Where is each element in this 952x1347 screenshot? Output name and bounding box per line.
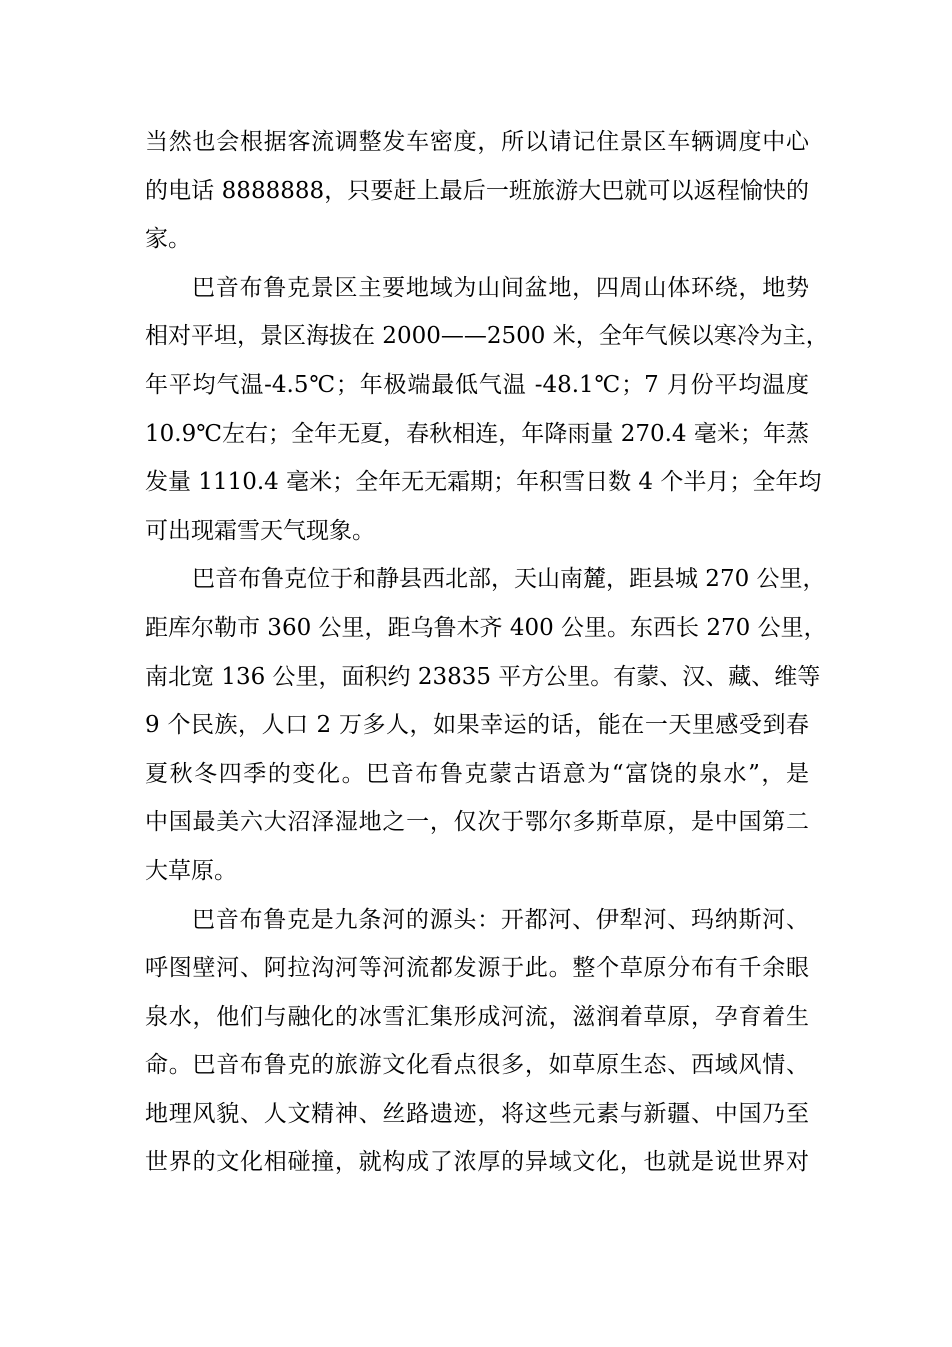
paragraph-geography bbox=[145, 555, 827, 895]
text-line: 呼图壁河、阿拉沟河等河流都发源于此。整个草原分布有千余眼 bbox=[145, 955, 809, 982]
text-line: 的电话 8888888，只要赶上最后一班旅游大巴就可以返程愉快的 bbox=[145, 177, 809, 204]
text-line: 10.9℃左右；全年无夏，春秋相连，年降雨量 270.4 毫米；年蒸 bbox=[145, 420, 809, 447]
text-line: 可出现霜雪天气现象。 bbox=[145, 517, 375, 544]
text-line: 发量 1110.4 毫米；全年无无霜期；年积雪日数 4 个半月；全年均 bbox=[145, 469, 822, 496]
text-line: 巴音布鲁克景区主要地域为山间盆地，四周山体环绕，地势 bbox=[192, 274, 809, 301]
body-text bbox=[145, 118, 829, 1187]
text-line: 9 个民族，人口 2 万多人，如果幸运的话，能在一天里感受到春 bbox=[145, 712, 809, 739]
text-line: 大草原。 bbox=[145, 857, 237, 884]
text-line: 夏秋冬四季的变化。巴音布鲁克蒙古语意为“富饶的泉水”，是 bbox=[145, 760, 809, 787]
text-line: 地理风貌、人文精神、丝路遗迹，将这些元素与新疆、中国乃至 bbox=[145, 1100, 809, 1127]
paragraph-bus-schedule bbox=[145, 118, 809, 264]
text-line: 当然也会根据客流调整发车密度，所以请记住景区车辆调度中心 bbox=[145, 129, 809, 155]
text-line: 巴音布鲁克是九条河的源头：开都河、伊犁河、玛纳斯河、 bbox=[192, 906, 809, 933]
text-line: 距库尔勒市 360 公里，距乌鲁木齐 400 公里。东西长 270 公里， bbox=[145, 614, 827, 641]
text-line: 命。巴音布鲁克的旅游文化看点很多，如草原生态、西域风情、 bbox=[145, 1052, 809, 1079]
text-line: 相对平坦，景区海拔在 2000——2500 米，全年气候以寒冷为主， bbox=[145, 323, 829, 350]
paragraph-climate bbox=[145, 264, 829, 556]
text-line: 年平均气温-4.5℃；年极端最低气温 -48.1℃；7 月份平均温度 bbox=[145, 371, 809, 398]
text-line: 中国最美六大沼泽湿地之一，仅次于鄂尔多斯草原，是中国第二 bbox=[145, 809, 809, 836]
text-line: 巴音布鲁克位于和静县西北部，天山南麓，距县城 270 公里， bbox=[192, 566, 826, 593]
text-line: 南北宽 136 公里，面积约 23835 平方公里。有蒙、汉、藏、维等 bbox=[145, 663, 821, 690]
paragraph-rivers-culture bbox=[145, 896, 809, 1188]
text-line: 泉水，他们与融化的冰雪汇集形成河流，滋润着草原，孕育着生 bbox=[145, 1003, 809, 1030]
text-line: 世界的文化相碰撞，就构成了浓厚的异域文化，也就是说世界对 bbox=[145, 1149, 809, 1176]
text-line: 家。 bbox=[145, 226, 191, 253]
